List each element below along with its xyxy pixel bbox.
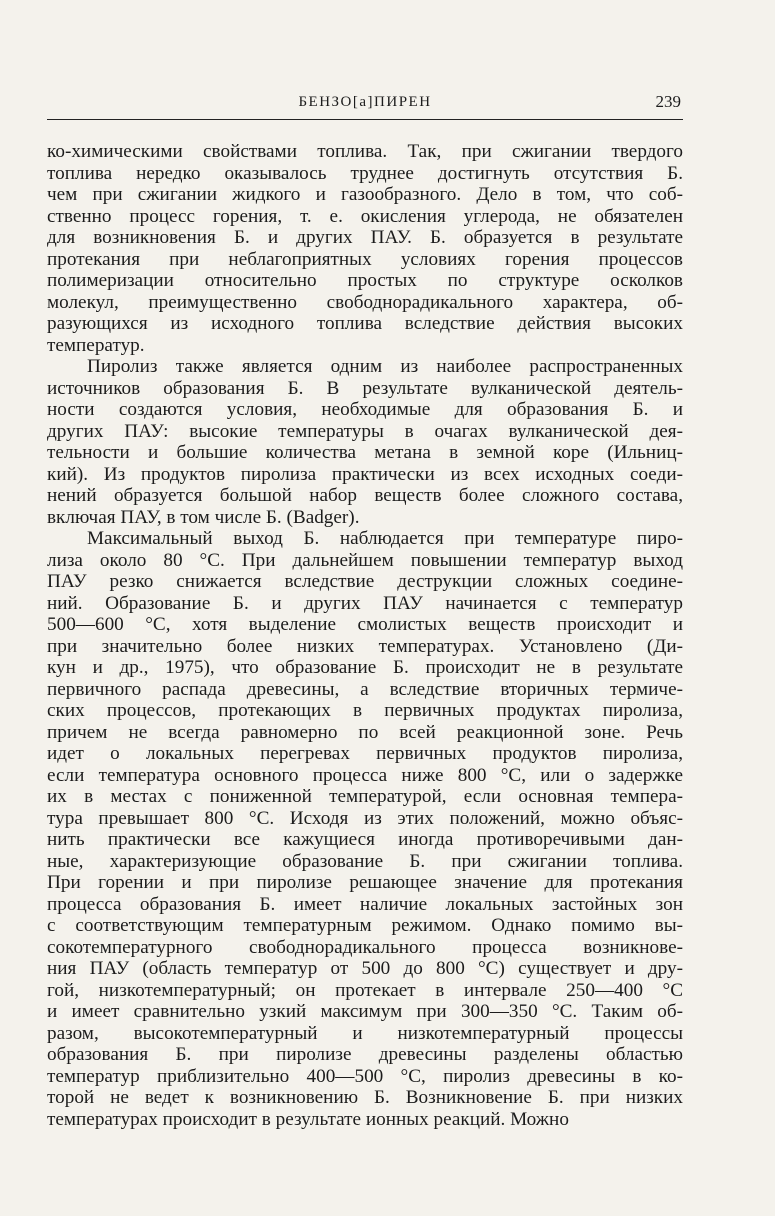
text-line: ности создаются условия, необходимые для образования Б. и — [47, 399, 683, 420]
text-line: источников образования Б. В результате вулканической деятель- — [47, 377, 683, 399]
text-line: молекул, преимущественно свободнорадикального характера, об- — [47, 291, 683, 313]
paragraph — [47, 356, 683, 528]
text-line: тельности и большие количества метана в земной коре (Ильниц- — [47, 442, 683, 463]
text-line: кий). Из продуктов пиролиза практически из всех исходных соеди- — [47, 463, 683, 485]
text-line: первичного распада древесины, а вследствие вторичных термиче- — [47, 678, 683, 700]
text-line: температурах происходит в результате ионных реакций. Можно — [47, 1108, 569, 1130]
text-line: гой, низкотемпературный; он протекает в интервале 250—400 °C — [47, 979, 683, 1001]
running-title: БЕНЗО[а]ПИРЕН — [298, 94, 432, 110]
text-line: полимеризации относительно простых по структуре осколков — [47, 270, 683, 291]
text-line: ные, характеризующие образование Б. при сжигании топлива. — [47, 850, 683, 872]
text-line: разующихся из исходного топлива вследствие действия высоких — [47, 313, 683, 334]
text-line: При горении и при пиролизе решающее значение для протекания — [47, 872, 683, 893]
text-line: причем не всегда равномерно по всей реакционной зоне. Речь — [47, 721, 683, 743]
text-line: торой не ведет к возникновению Б. Возникновение Б. при низких — [47, 1087, 683, 1108]
text-line: их в местах с пониженной температурой, если основная темпера- — [47, 786, 683, 807]
text-line: ственно процесс горения, т. е. окисления углерода, не обязателен — [47, 205, 683, 227]
text-line: лиза около 80 °C. При дальнейшем повышении температур выход — [47, 549, 683, 571]
text-line: ко-химическими свойствами топлива. Так, при сжигании твердого — [47, 141, 683, 162]
text-line: при значительно более низких температурах. Установлено (Ди- — [47, 635, 683, 657]
header-rule — [47, 119, 683, 120]
text-line: Пиролиз также является одним из наиболее распространенных — [87, 356, 683, 377]
text-line: чем при сжигании жидкого и газообразного. Дело в том, что соб- — [47, 184, 683, 205]
text-line: для возникновения Б. и других ПАУ. Б. образуется в результате — [47, 227, 683, 248]
text-line: температур приблизительно 400—500 °C, пиролиз древесины в ко- — [47, 1065, 683, 1087]
text-line: образования Б. при пиролизе древесины разделены областью — [47, 1044, 683, 1065]
text-line: если температура основного процесса ниже 800 °C, или о задержке — [47, 764, 683, 786]
text-line: нить практически все кажущиеся иногда противоречивыми дан- — [47, 829, 683, 850]
text-line: ПАУ резко снижается вследствие деструкции сложных соедине- — [47, 571, 683, 592]
text-line: сокотемпературного свободнорадикального процесса возникнове- — [47, 936, 683, 958]
text-line: 500—600 °C, хотя выделение смолистых веществ происходит и — [47, 614, 683, 635]
text-line: с соответствующим температурным режимом. Однако помимо вы- — [47, 915, 683, 936]
text-line: тура превышает 800 °C. Исходя из этих положений, можно объяс- — [47, 807, 683, 829]
text-line: температур. — [47, 334, 145, 356]
text-line: топлива нередко оказывалось труднее достигнуть отсутствия Б. — [47, 162, 683, 184]
text-line: кун и др., 1975), что образование Б. происходит не в результате — [47, 657, 683, 678]
text-line: разом, высокотемпературный и низкотемпературный процессы — [47, 1022, 683, 1044]
text-line: идет о локальных перегревах первичных продуктов пиролиза, — [47, 743, 683, 764]
text-line: ния ПАУ (область температур от 500 до 800 °C) существует и дру- — [47, 958, 683, 979]
paragraph — [47, 141, 683, 356]
body-text — [47, 141, 683, 1130]
paragraph — [47, 528, 683, 1130]
text-line: включая ПАУ, в том числе Б. (Badger). — [47, 506, 360, 528]
text-line: ских процессов, протекающих в первичных продуктах пиролиза, — [47, 700, 683, 721]
text-line: нений образуется большой набор веществ более сложного состава, — [47, 485, 683, 506]
text-line: Максимальный выход Б. наблюдается при температуре пиро- — [87, 528, 683, 549]
text-line: других ПАУ: высокие температуры в очагах вулканической дея- — [47, 420, 683, 442]
text-line: процесса образования Б. имеет наличие локальных застойных зон — [47, 893, 683, 915]
text-line: ний. Образование Б. и других ПАУ начинается с температур — [47, 592, 683, 614]
page-header — [47, 92, 683, 116]
page-number: 239 — [655, 92, 681, 111]
text-line: и имеет сравнительно узкий максимум при 300—350 °C. Таким об- — [47, 1001, 683, 1022]
text-line: протекания при неблагоприятных условиях горения процессов — [47, 248, 683, 270]
